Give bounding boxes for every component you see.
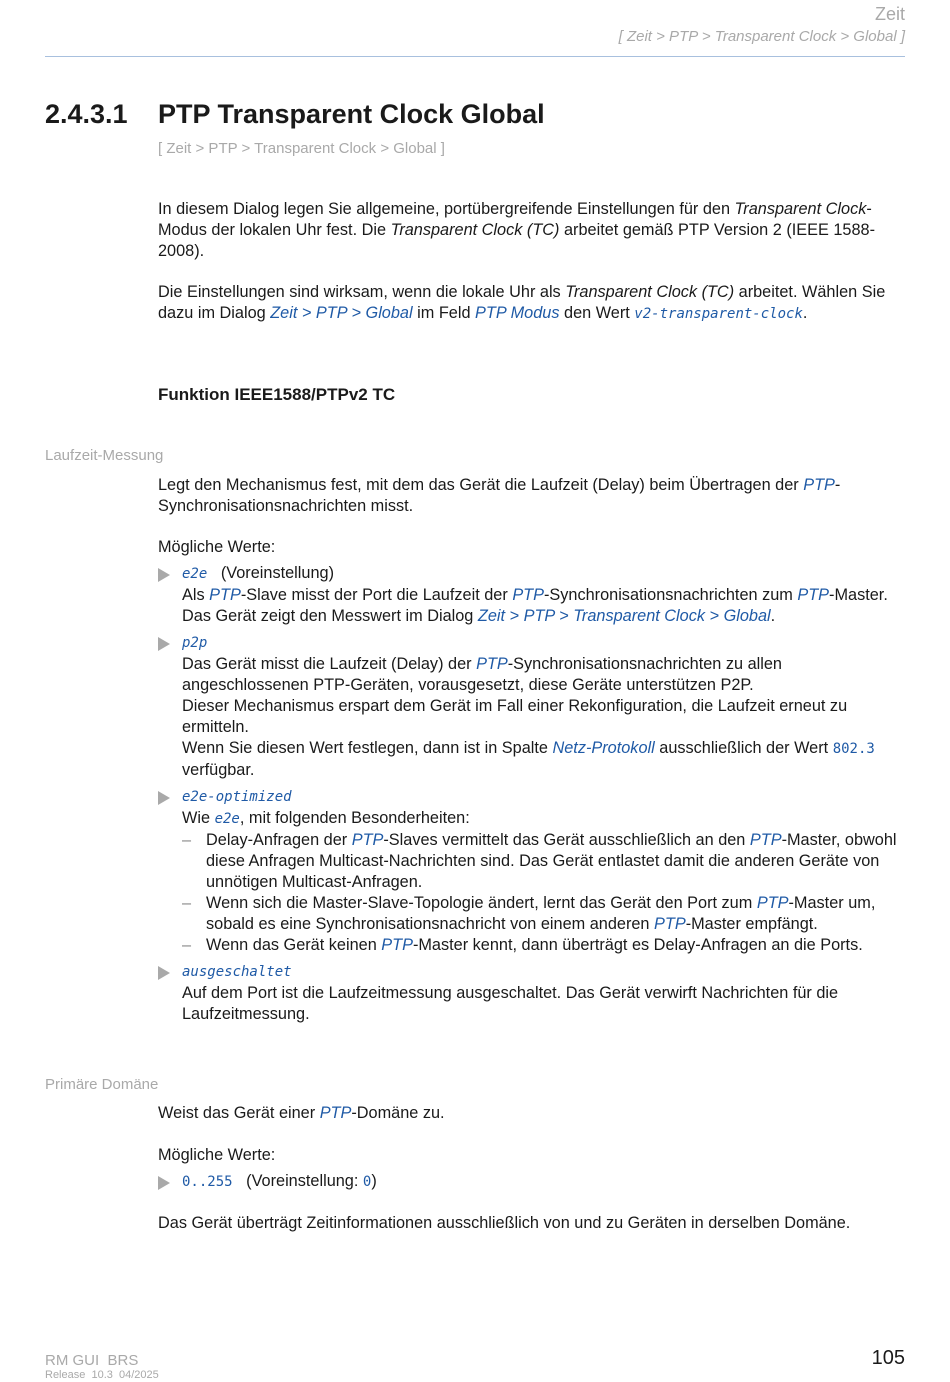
dialog-link-ptp-global[interactable]: Zeit > PTP > Global xyxy=(270,304,413,322)
running-header-breadcrumb: [ Zeit > PTP > Transparent Clock > Global ] xyxy=(618,28,905,45)
option-range: 0..255 (Voreinstellung: 0) xyxy=(158,1171,908,1193)
footer-document-name: RM GUI BRS xyxy=(45,1352,139,1369)
option-ausgeschaltet: ausgeschaltet Auf dem Port ist die Laufzeitmessung ausgeschaltet. Das Gerät verwirft Nachrichten für die Laufzeitmessung. xyxy=(158,961,908,1025)
header-divider xyxy=(45,56,905,57)
triangle-bullet-icon xyxy=(158,637,170,651)
field-link-ptp-modus[interactable]: PTP Modus xyxy=(475,304,560,322)
delay-values-label: Mögliche Werte: xyxy=(158,538,276,556)
delay-description: Legt den Mechanismus fest, mit dem das Gerät die Laufzeit (Delay) beim Übertragen der PTP-Synchronisationsnachrichten misst. xyxy=(158,476,841,515)
running-header-chapter: Zeit xyxy=(874,4,905,24)
list-item: – Wenn sich die Master-Slave-Topologie ändert, lernt das Gerät den Port zum PTP-Master um, sobald es eine Synchronisationsnachricht von einem anderen PTP-Master empfängt. xyxy=(182,893,908,935)
intro-paragraph-2: Die Einstellungen sind wirksam, wenn die lokale Uhr als Transparent Clock (TC) arbeitet. Wählen Sie dazu im Dialog Zeit > PTP > Global im Feld PTP Modus den Wert v2-transparent-clock. xyxy=(158,283,886,322)
footer-release: Release 10.3 04/2025 xyxy=(45,1369,159,1381)
domain-options-list xyxy=(158,1171,908,1193)
section-breadcrumb: [ Zeit > PTP > Transparent Clock > Global ] xyxy=(158,140,445,157)
triangle-bullet-icon xyxy=(158,791,170,805)
triangle-bullet-icon xyxy=(158,966,170,980)
domain-note: Das Gerät überträgt Zeitinformationen ausschließlich von und zu Geräten in derselben Domäne. xyxy=(158,1214,851,1232)
delay-options-list xyxy=(158,563,908,1025)
section-title: PTP Transparent Clock Global xyxy=(158,99,545,129)
section-number: 2.4.3.1 xyxy=(45,99,128,129)
list-item: – Delay-Anfragen der PTP-Slaves vermittelt das Gerät ausschließlich an den PTP-Master, obwohl diese Anfragen Multicast-Nachrichten sind. Das Gerät entlastet damit die anderen Geräte von unnötigen Multicast-Anfragen. xyxy=(182,830,908,893)
subheading: Funktion IEEE1588/PTPv2 TC xyxy=(158,385,396,404)
column-link-netz-protokoll[interactable]: Netz-Protokoll xyxy=(552,739,655,757)
triangle-bullet-icon xyxy=(158,568,170,582)
option-e2e: e2e (Voreinstellung) Als PTP-Slave misst der Port die Laufzeit der PTP-Synchronisationsnachrichten zum PTP-Master. Das Gerät zeigt den Messwert im Dialog Zeit > PTP > Transparent Clock > Global. xyxy=(158,563,908,627)
option-e2e-optimized: e2e-optimized Wie e2e, mit folgenden Besonderheiten: – Delay-Anfragen der PTP-Slaves vermittelt das Gerät ausschließlich an den PTP-Master, obwohl diese Anfragen Multicast-Nachrichten sind. Das Gerät entlastet damit die anderen Geräte von unnötigen Multicast-Anfragen. – Wenn sich die Master-Slave-Topologie ändert, lernt das Gerät den Port zum PTP-Master um, sobald es eine Synchronisationsnachricht von einem anderen PTP-Master empfängt. – Wenn das Gerät keinen PTP-Master kennt, dann überträgt es Delay-Anfragen an die Ports. xyxy=(158,786,908,956)
param-label-primaere-domaene: Primäre Domäne xyxy=(45,1076,159,1093)
dialog-link-transparent-clock-global[interactable]: Zeit > PTP > Transparent Clock > Global xyxy=(477,607,771,625)
triangle-bullet-icon xyxy=(158,1176,170,1190)
param-label-laufzeit-messung: Laufzeit-Messung xyxy=(45,447,164,464)
value-v2-transparent-clock: v2-transparent-clock xyxy=(634,306,803,322)
list-item: – Wenn das Gerät keinen PTP-Master kennt, dann überträgt es Delay-Anfragen an die Ports. xyxy=(182,935,908,956)
domain-values-label: Mögliche Werte: xyxy=(158,1146,276,1164)
option-p2p: p2p Das Gerät misst die Laufzeit (Delay) der PTP-Synchronisationsnachrichten zu allen angeschlossenen PTP-Geräten, vorausgesetzt, diese Geräte unterstützen P2P. Dieser Mechanismus erspart dem Gerät im Fall einer Rekonfiguration, die Laufzeit erneut zu ermitteln. Wenn Sie diesen Wert festlegen, dann ist in Spalte Netz-Protokoll ausschließlich der Wert 802.3 verfügbar. xyxy=(158,632,908,781)
domain-description: Weist das Gerät einer PTP-Domäne zu. xyxy=(158,1104,445,1122)
intro-paragraph-1: In diesem Dialog legen Sie allgemeine, portübergreifende Einstellungen für den Transparent Clock-Modus der lokalen Uhr fest. Die Transparent Clock (TC) arbeitet gemäß PTP Version 2 (IEEE 1588-2008). xyxy=(158,200,876,260)
page-number: 105 xyxy=(871,1347,905,1369)
